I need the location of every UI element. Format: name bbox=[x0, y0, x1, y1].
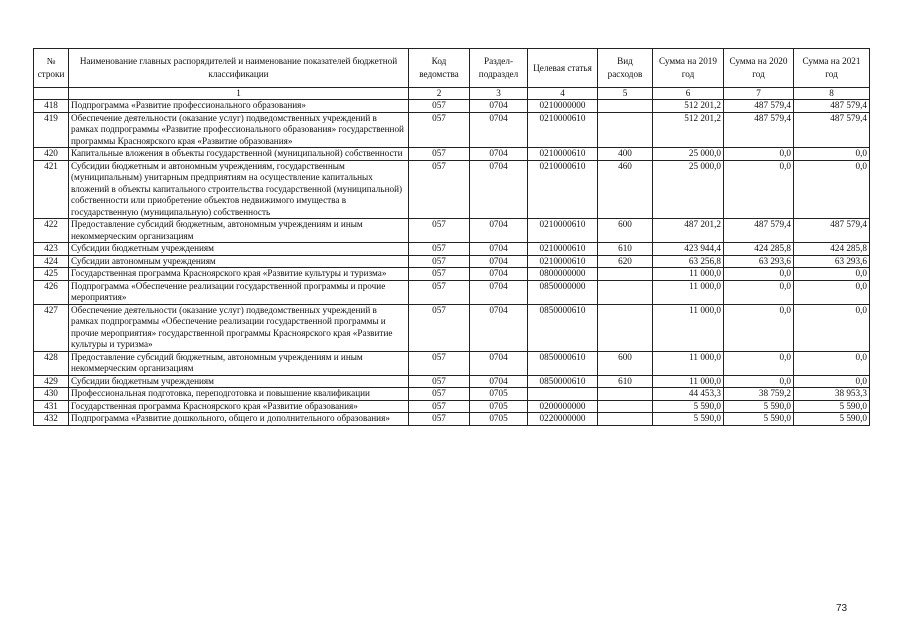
sum-2020: 0,0 bbox=[724, 280, 794, 304]
item-name: Субсидии бюджетным и автономным учреждениям, государственным (муниципальным) унитарным предприятиям на осуществление капитальных вложений в объекты капитального строительства государственной (муниципальной) собственности или приобретение объектов недвижимого имущества в государственную (муниципальную) собственность bbox=[69, 160, 409, 219]
department-code: 057 bbox=[409, 400, 470, 413]
item-name: Субсидии бюджетным учреждениям bbox=[69, 375, 409, 388]
column-number: 4 bbox=[528, 88, 598, 100]
header-department-code: Код ведомства bbox=[409, 49, 470, 88]
table-row bbox=[34, 351, 870, 375]
target-article: 0800000000 bbox=[528, 268, 598, 281]
target-article: 0210000610 bbox=[528, 255, 598, 268]
sum-2020: 487 579,4 bbox=[724, 112, 794, 148]
sum-2021: 5 590,0 bbox=[794, 400, 870, 413]
department-code: 057 bbox=[409, 148, 470, 161]
table-row bbox=[34, 112, 870, 148]
item-name: Капитальные вложения в объекты государственной (муниципальной) собственности bbox=[69, 148, 409, 161]
sum-2021: 0,0 bbox=[794, 280, 870, 304]
department-code: 057 bbox=[409, 268, 470, 281]
item-name: Подпрограмма «Развитие дошкольного, общего и дополнительного образования» bbox=[69, 413, 409, 426]
table-row bbox=[34, 243, 870, 256]
row-number: 425 bbox=[34, 268, 69, 281]
target-article: 0210000610 bbox=[528, 243, 598, 256]
table-row bbox=[34, 268, 870, 281]
department-code: 057 bbox=[409, 160, 470, 219]
section-code: 0704 bbox=[470, 375, 528, 388]
table-row bbox=[34, 160, 870, 219]
department-code: 057 bbox=[409, 351, 470, 375]
section-code: 0705 bbox=[470, 400, 528, 413]
expense-type: 460 bbox=[598, 160, 653, 219]
department-code: 057 bbox=[409, 388, 470, 401]
sum-2021: 0,0 bbox=[794, 351, 870, 375]
target-article: 0220000000 bbox=[528, 413, 598, 426]
expense-type bbox=[598, 280, 653, 304]
target-article: 0210000000 bbox=[528, 100, 598, 113]
section-code: 0704 bbox=[470, 243, 528, 256]
section-code: 0704 bbox=[470, 160, 528, 219]
row-number: 421 bbox=[34, 160, 69, 219]
section-code: 0704 bbox=[470, 280, 528, 304]
column-number bbox=[34, 88, 69, 100]
section-code: 0704 bbox=[470, 112, 528, 148]
row-number: 432 bbox=[34, 413, 69, 426]
column-number: 8 bbox=[794, 88, 870, 100]
sum-2019: 63 256,8 bbox=[653, 255, 724, 268]
header-section: Раздел-подраздел bbox=[470, 49, 528, 88]
target-article: 0210000610 bbox=[528, 148, 598, 161]
sum-2020: 63 293,6 bbox=[724, 255, 794, 268]
row-number: 420 bbox=[34, 148, 69, 161]
section-code: 0704 bbox=[470, 100, 528, 113]
target-article: 0850000610 bbox=[528, 351, 598, 375]
row-number: 419 bbox=[34, 112, 69, 148]
target-article: 0850000610 bbox=[528, 375, 598, 388]
section-code: 0705 bbox=[470, 413, 528, 426]
section-code: 0704 bbox=[470, 351, 528, 375]
sum-2021: 487 579,4 bbox=[794, 112, 870, 148]
table-body bbox=[34, 100, 870, 426]
row-number: 423 bbox=[34, 243, 69, 256]
target-article: 0210000610 bbox=[528, 219, 598, 243]
expense-type: 610 bbox=[598, 243, 653, 256]
sum-2019: 11 000,0 bbox=[653, 304, 724, 351]
sum-2021: 487 579,4 bbox=[794, 219, 870, 243]
item-name: Субсидии автономным учреждениям bbox=[69, 255, 409, 268]
row-number: 424 bbox=[34, 255, 69, 268]
sum-2019: 11 000,0 bbox=[653, 375, 724, 388]
header-name: Наименование главных распорядителей и наименование показателей бюджетной классификации bbox=[69, 49, 409, 88]
sum-2019: 25 000,0 bbox=[653, 148, 724, 161]
target-article: 0210000610 bbox=[528, 112, 598, 148]
department-code: 057 bbox=[409, 280, 470, 304]
header-sum-2021: Сумма на 2021 год bbox=[794, 49, 870, 88]
item-name: Подпрограмма «Развитие профессионального образования» bbox=[69, 100, 409, 113]
item-name: Государственная программа Красноярского края «Развитие культуры и туризма» bbox=[69, 268, 409, 281]
expense-type: 610 bbox=[598, 375, 653, 388]
target-article: 0850000610 bbox=[528, 304, 598, 351]
sum-2021: 0,0 bbox=[794, 160, 870, 219]
item-name: Предоставление субсидий бюджетным, автономным учреждениям и иным некоммерческим организациям bbox=[69, 351, 409, 375]
column-number-row bbox=[34, 88, 870, 100]
expense-type bbox=[598, 304, 653, 351]
row-number: 426 bbox=[34, 280, 69, 304]
sum-2019: 44 453,3 bbox=[653, 388, 724, 401]
header-sum-2019: Сумма на 2019 год bbox=[653, 49, 724, 88]
header-row bbox=[34, 49, 870, 88]
table-row bbox=[34, 255, 870, 268]
sum-2020: 0,0 bbox=[724, 375, 794, 388]
table-row bbox=[34, 400, 870, 413]
sum-2019: 423 944,4 bbox=[653, 243, 724, 256]
budget-table bbox=[33, 48, 870, 426]
table-row bbox=[34, 219, 870, 243]
sum-2021: 424 285,8 bbox=[794, 243, 870, 256]
expense-type: 600 bbox=[598, 351, 653, 375]
sum-2021: 0,0 bbox=[794, 268, 870, 281]
sum-2021: 38 953,3 bbox=[794, 388, 870, 401]
expense-type: 400 bbox=[598, 148, 653, 161]
row-number: 418 bbox=[34, 100, 69, 113]
item-name: Обеспечение деятельности (оказание услуг) подведомственных учреждений в рамках подпрограммы «Обеспечение реализации государственной программы и прочие мероприятия» государственной программы Красноярского края «Развитие культуры и туризма» bbox=[69, 304, 409, 351]
sum-2020: 487 579,4 bbox=[724, 100, 794, 113]
table-row bbox=[34, 304, 870, 351]
column-number: 7 bbox=[724, 88, 794, 100]
section-code: 0704 bbox=[470, 304, 528, 351]
sum-2020: 38 759,2 bbox=[724, 388, 794, 401]
item-name: Государственная программа Красноярского края «Развитие образования» bbox=[69, 400, 409, 413]
sum-2021: 487 579,4 bbox=[794, 100, 870, 113]
row-number: 431 bbox=[34, 400, 69, 413]
sum-2020: 0,0 bbox=[724, 304, 794, 351]
sum-2021: 5 590,0 bbox=[794, 413, 870, 426]
row-number: 429 bbox=[34, 375, 69, 388]
section-code: 0704 bbox=[470, 219, 528, 243]
sum-2019: 512 201,2 bbox=[653, 100, 724, 113]
header-row-number: № строки bbox=[34, 49, 69, 88]
sum-2019: 11 000,0 bbox=[653, 280, 724, 304]
department-code: 057 bbox=[409, 112, 470, 148]
table-row bbox=[34, 375, 870, 388]
sum-2019: 512 201,2 bbox=[653, 112, 724, 148]
item-name: Обеспечение деятельности (оказание услуг) подведомственных учреждений в рамках подпрограммы «Развитие профессионального образования» государственной программы Красноярского края «Развитие образования» bbox=[69, 112, 409, 148]
expense-type bbox=[598, 388, 653, 401]
department-code: 057 bbox=[409, 304, 470, 351]
header-target-article: Целевая статья bbox=[528, 49, 598, 88]
sum-2020: 0,0 bbox=[724, 351, 794, 375]
section-code: 0704 bbox=[470, 268, 528, 281]
row-number: 428 bbox=[34, 351, 69, 375]
department-code: 057 bbox=[409, 100, 470, 113]
target-article: 0210000610 bbox=[528, 160, 598, 219]
expense-type: 600 bbox=[598, 219, 653, 243]
column-number: 3 bbox=[470, 88, 528, 100]
target-article: 0850000000 bbox=[528, 280, 598, 304]
section-code: 0704 bbox=[470, 148, 528, 161]
row-number: 430 bbox=[34, 388, 69, 401]
row-number: 422 bbox=[34, 219, 69, 243]
sum-2021: 0,0 bbox=[794, 304, 870, 351]
page-number: 73 bbox=[836, 603, 848, 614]
expense-type bbox=[598, 112, 653, 148]
sum-2019: 11 000,0 bbox=[653, 351, 724, 375]
sum-2020: 0,0 bbox=[724, 148, 794, 161]
sum-2020: 5 590,0 bbox=[724, 400, 794, 413]
table-row bbox=[34, 148, 870, 161]
sum-2019: 25 000,0 bbox=[653, 160, 724, 219]
target-article bbox=[528, 388, 598, 401]
department-code: 057 bbox=[409, 219, 470, 243]
expense-type: 620 bbox=[598, 255, 653, 268]
row-number: 427 bbox=[34, 304, 69, 351]
expense-type bbox=[598, 268, 653, 281]
sum-2021: 0,0 bbox=[794, 375, 870, 388]
table-row bbox=[34, 100, 870, 113]
sum-2020: 0,0 bbox=[724, 160, 794, 219]
department-code: 057 bbox=[409, 413, 470, 426]
table-row bbox=[34, 413, 870, 426]
item-name: Субсидии бюджетным учреждениям bbox=[69, 243, 409, 256]
expense-type bbox=[598, 100, 653, 113]
section-code: 0705 bbox=[470, 388, 528, 401]
department-code: 057 bbox=[409, 375, 470, 388]
column-number: 2 bbox=[409, 88, 470, 100]
sum-2019: 5 590,0 bbox=[653, 400, 724, 413]
table-row bbox=[34, 280, 870, 304]
expense-type bbox=[598, 400, 653, 413]
header-expense-type: Вид расходов bbox=[598, 49, 653, 88]
expense-type bbox=[598, 413, 653, 426]
column-number: 1 bbox=[69, 88, 409, 100]
department-code: 057 bbox=[409, 243, 470, 256]
item-name: Предоставление субсидий бюджетным, автономным учреждениям и иным некоммерческим организациям bbox=[69, 219, 409, 243]
target-article: 0200000000 bbox=[528, 400, 598, 413]
column-number: 5 bbox=[598, 88, 653, 100]
sum-2020: 5 590,0 bbox=[724, 413, 794, 426]
sum-2019: 11 000,0 bbox=[653, 268, 724, 281]
item-name: Профессиональная подготовка, переподготовка и повышение квалификации bbox=[69, 388, 409, 401]
sum-2019: 487 201,2 bbox=[653, 219, 724, 243]
sum-2020: 424 285,8 bbox=[724, 243, 794, 256]
item-name: Подпрограмма «Обеспечение реализации государственной программы и прочие мероприятия» bbox=[69, 280, 409, 304]
sum-2020: 0,0 bbox=[724, 268, 794, 281]
sum-2021: 0,0 bbox=[794, 148, 870, 161]
sum-2019: 5 590,0 bbox=[653, 413, 724, 426]
column-number: 6 bbox=[653, 88, 724, 100]
sum-2020: 487 579,4 bbox=[724, 219, 794, 243]
table-row bbox=[34, 388, 870, 401]
sum-2021: 63 293,6 bbox=[794, 255, 870, 268]
section-code: 0704 bbox=[470, 255, 528, 268]
header-sum-2020: Сумма на 2020 год bbox=[724, 49, 794, 88]
department-code: 057 bbox=[409, 255, 470, 268]
